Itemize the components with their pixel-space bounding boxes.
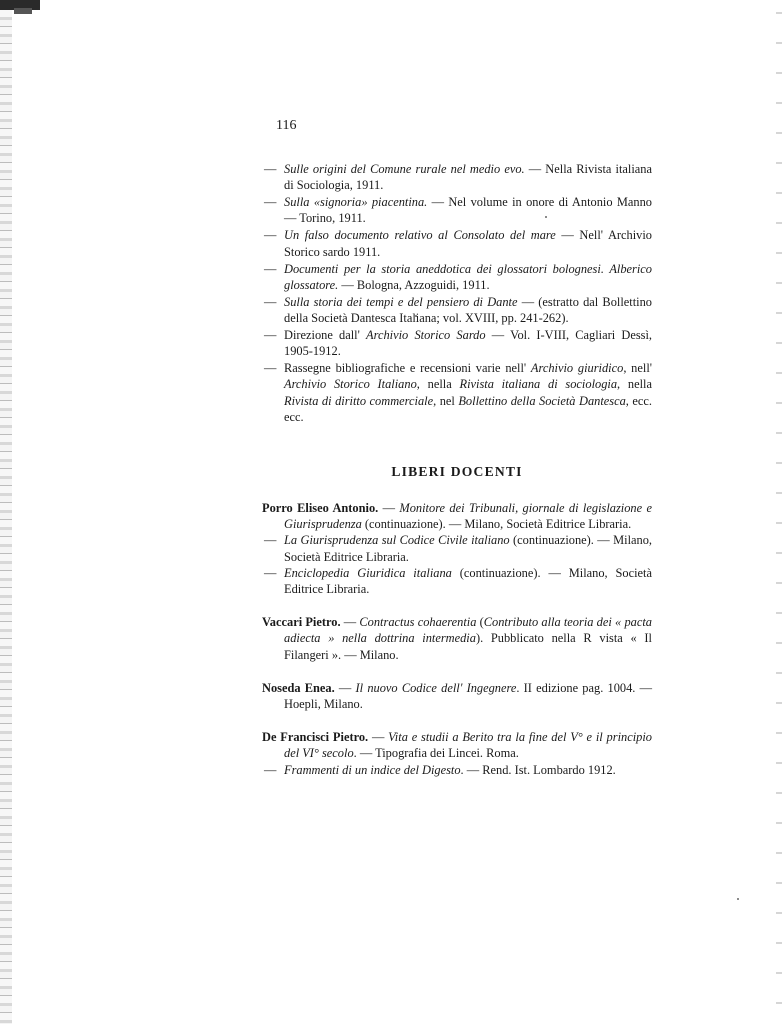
docent-first-work [262, 500, 652, 532]
bibliography-entry [262, 227, 652, 259]
citation-text: — [368, 730, 389, 745]
title-text: Contractus cohaerentia [359, 615, 477, 630]
title-text: Contributo alla teoria dei « pacta adiecta » nella dottrina intermedia [284, 615, 652, 646]
docent-entry [262, 680, 652, 712]
title-text: Archivio Storico Italiano [284, 377, 417, 392]
docent-name: Porro Eliseo Antonio. [262, 501, 379, 515]
scan-left-edge [0, 0, 12, 1024]
title-text: Sulla storia dei tempi e del pensiero di Dante [284, 294, 518, 309]
title-text: Rivista italiana di sociologia [459, 377, 618, 392]
docent-first-work [262, 680, 652, 712]
bibliography-entry [262, 261, 652, 293]
citation-text: (continuazione). — Milano, Società Editrice Libraria. [361, 517, 632, 532]
title-text: Il nuovo Codice dell' Ingegnere [355, 680, 517, 695]
citation-text: — Vol. I-VIII, Cagliari Dessì, 1905-1912. [284, 328, 652, 359]
bibliography-list [262, 161, 652, 426]
bibliography-entry [262, 327, 652, 359]
list-dash: — [264, 261, 277, 276]
citation-text: — [340, 615, 360, 630]
list-dash: — [264, 195, 277, 210]
citation-text: — Nel volume in onore di Antonio Manno — Torino, 1911. [284, 195, 652, 226]
title-text: Sulle origini del Comune rurale nel medio evo. [284, 162, 525, 176]
title-text: Vita e studii a Berito tra la fine del V° e il principio del VI° secolo [284, 730, 652, 761]
citation-text: Rassegne bibliografiche e recensioni varie nell' [284, 361, 531, 376]
section-heading: LIBERI DOCENTI [391, 464, 523, 479]
citation-text: — [378, 501, 400, 515]
docent-name: Vaccari Pietro. [262, 615, 341, 630]
docent-work [262, 532, 652, 564]
citation-text: — Nella Rivista italiana di Sociologia, 1911. [284, 162, 652, 193]
docent-first-work [262, 729, 652, 761]
citation-text: ( [476, 615, 484, 630]
title-text: Documenti per la storia aneddotica dei glossatori bolognesi. Alberico glossatore. [284, 261, 652, 292]
title-text: Bollettino della Società Dantesca [458, 393, 626, 408]
bibliography-entry [262, 161, 652, 193]
title-text: Frammenti di un indice del Digesto [284, 762, 461, 777]
citation-text: , nell' [623, 361, 652, 376]
docent-entry [262, 500, 652, 597]
docent-work [262, 762, 652, 778]
title-text: Rivista di diritto commerciale [284, 393, 434, 408]
title-text: Archivio giuridico [530, 361, 624, 376]
list-dash: — [264, 328, 277, 343]
docent-name: De Francisci Pietro. [262, 730, 369, 745]
page-number: 116 [276, 118, 297, 133]
list-dash: — [264, 294, 277, 309]
citation-text: . — Tipografia dei Lincei. Roma. [353, 746, 519, 761]
bibliography-entry [262, 294, 652, 326]
citation-text: . — Rend. Ist. Lombardo 1912. [460, 762, 616, 777]
list-dash: — [264, 565, 277, 580]
citation-text: , nella [617, 377, 652, 392]
citation-text: ). Pubblicato nella R vista « Il Filangeri ». — Milano. [284, 631, 652, 662]
citation-text: (continuazione). — Milano, Società Editrice Libraria. [284, 533, 652, 564]
docent-entry [262, 614, 652, 663]
citation-text: , nella [416, 377, 460, 392]
citation-text: Direzione dall' [284, 328, 367, 343]
citation-text: — [334, 680, 356, 695]
docent-name: Noseda Enea. [262, 680, 335, 695]
title-text: Un falso documento relativo al Consolato del mare [284, 228, 556, 243]
title-text: Archivio Storico Sardo [366, 328, 486, 343]
list-dash: — [264, 361, 277, 376]
title-text: Sulla «signoria» piacentina. [284, 195, 428, 210]
title-text: La Giurisprudenza sul Codice Civile italiano [284, 533, 510, 548]
citation-text: . II edizione pag. 1004. — Hoepli, Milano. [284, 680, 652, 712]
citation-text: — (estratto dal Bollettino della Società Dantesca Italiana; vol. XVIII, pp. 241-262). [284, 294, 652, 326]
bibliography-entry [262, 194, 652, 226]
scan-corner-mark-2 [14, 8, 32, 14]
citation-text: , nel [433, 393, 459, 408]
list-dash: — [264, 762, 277, 777]
docent-work [262, 565, 652, 597]
docent-entry [262, 729, 652, 778]
list-dash: — [264, 228, 277, 243]
bibliography-entry [262, 360, 652, 425]
list-dash: — [264, 533, 277, 548]
citation-text: , ecc. ecc. [284, 393, 653, 424]
list-dash: — [264, 162, 277, 176]
citation-text: — Bologna, Azzoguidi, 1911. [338, 277, 490, 292]
citation-text: — Nell' Archivio Storico sardo 1911. [284, 228, 652, 259]
citation-text: (continuazione). — Milano, Società Editrice Libraria. [284, 565, 652, 597]
scan-speck [737, 898, 739, 900]
docent-list [262, 500, 652, 795]
docent-first-work [262, 614, 652, 663]
scan-right-edge [776, 0, 782, 1024]
title-text: Monitore dei Tribunali, giornale di legislazione e Giurisprudenza [284, 501, 652, 532]
title-text: Enciclopedia Giuridica italiana [284, 565, 452, 580]
